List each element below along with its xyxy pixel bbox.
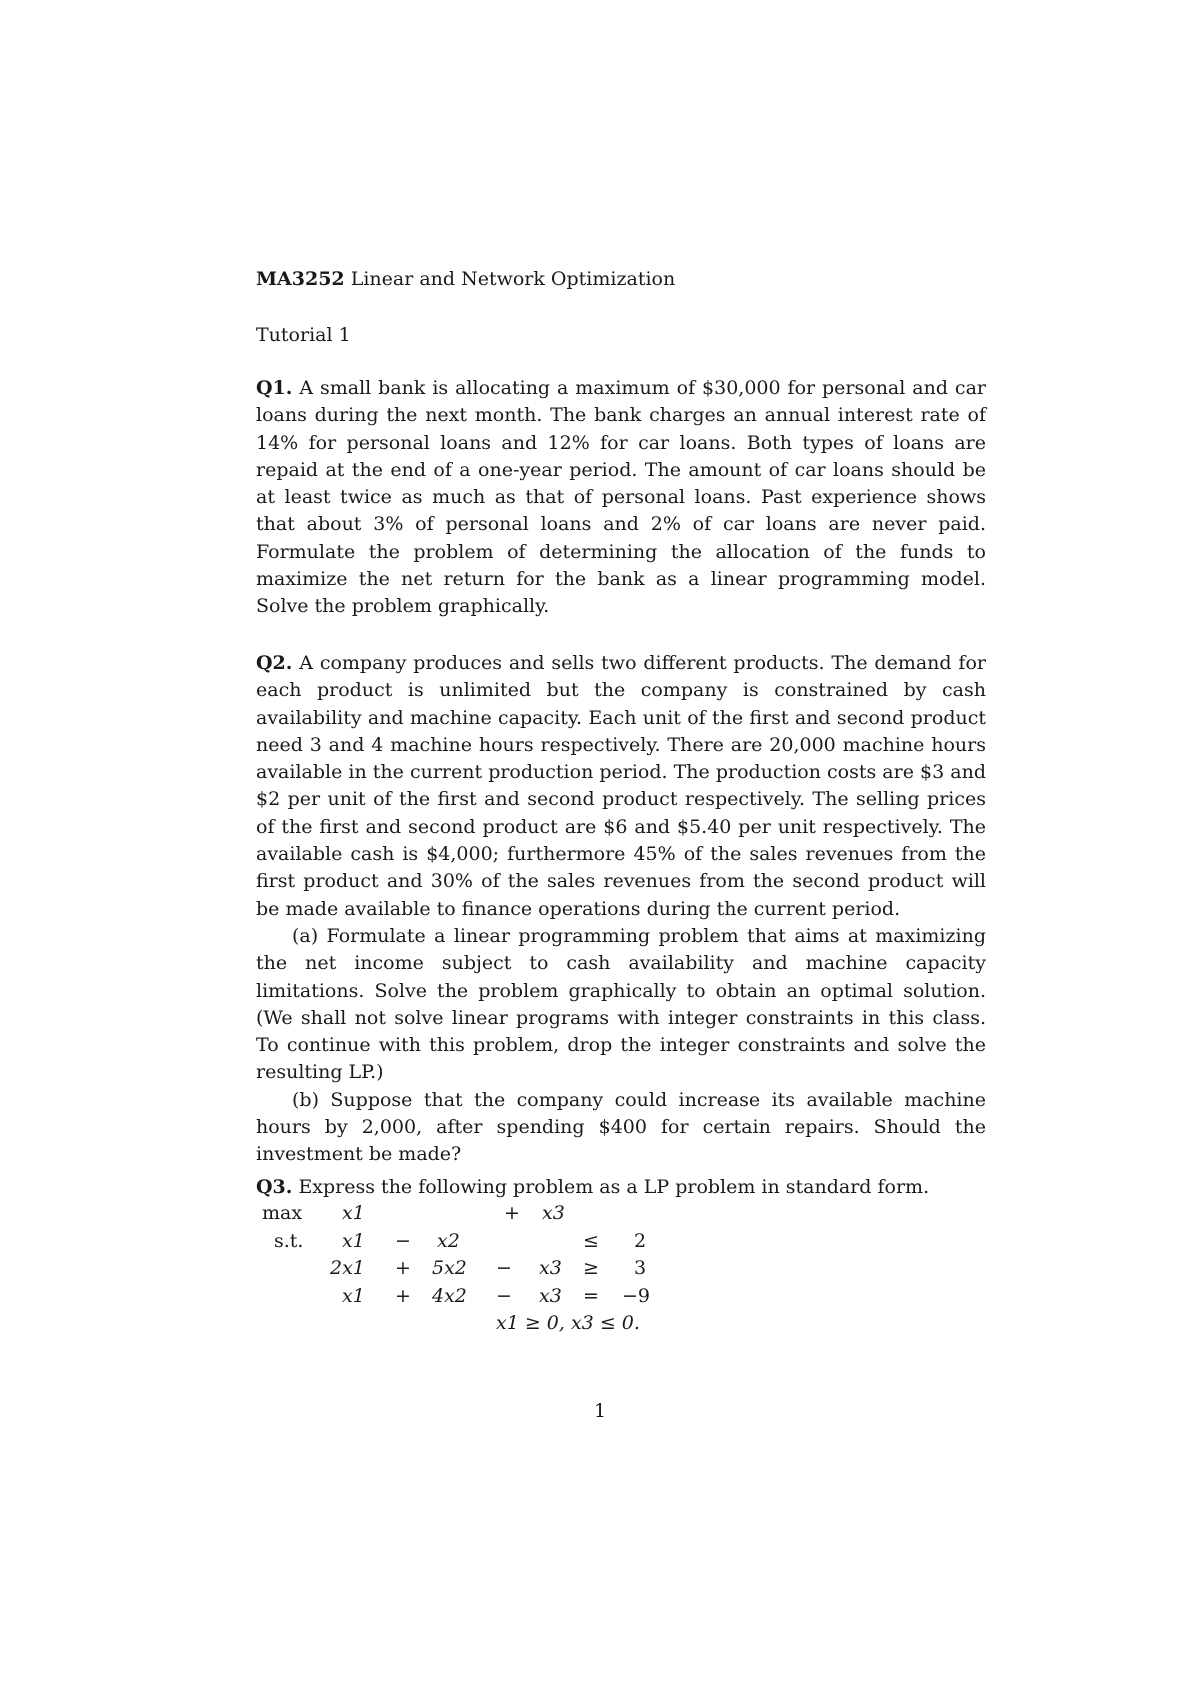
question-2-part-b: (b) Suppose that the company could increase its available machine hours by 2,000, after spending $400 for certain repairs. Should the investment be made? [256, 1088, 986, 1166]
page-number: 1 [593, 1400, 607, 1422]
question-3-body: Express the following problem as a LP problem in standard form. [298, 1176, 930, 1198]
course-code: MA3252 [256, 268, 345, 290]
lp-c1-op-1: − [395, 1229, 411, 1252]
question-2-text [256, 650, 986, 923]
question-1-text [256, 375, 986, 621]
course-heading [256, 266, 675, 292]
lp-st-label: s.t. [274, 1229, 304, 1252]
lp-c1-term-2: x2 [437, 1229, 460, 1252]
question-3 [256, 1174, 986, 1201]
lp-c3-term-3: x3 [539, 1284, 562, 1307]
lp-c1-rhs: 2 [634, 1229, 647, 1252]
question-2-body: A company produces and sells two different products. The demand for each product is unlimited but the company is constrained by cash availability and machine capacity. Each unit of the first and second product need 3 and 4 machine hours respectively. There are 20,000 machine hours available in the current production period. The production costs are $3 and $2 per unit of the first and second product respectively. The selling prices of the first and second product are $6 and $5.40 per unit respectively. The available cash is $4,000; furthermore 45% of the sales revenues from the first product and 30% of the sales revenues from the second product will be made available to finance operations during the current period. [256, 652, 986, 920]
lp-c3-rhs: −9 [622, 1284, 651, 1307]
question-2 [256, 650, 986, 1169]
question-3-label: Q3. [256, 1176, 293, 1198]
lp-c3-op-2: − [496, 1284, 512, 1307]
lp-c3-term-2: 4x2 [432, 1284, 467, 1307]
lp-c2-term-3: x3 [539, 1257, 562, 1279]
lp-c3-relation: = [583, 1284, 599, 1307]
lp-c2-op-2: − [496, 1257, 512, 1279]
question-3-text [256, 1174, 986, 1201]
lp-c1-relation: ≤ [583, 1229, 599, 1252]
lp-c3-term-1: x1 [342, 1284, 365, 1307]
lp-c2-relation: ≥ [583, 1257, 599, 1279]
lp-c2-op-1: + [395, 1257, 411, 1279]
lp-c2-term-2: 5x2 [432, 1257, 467, 1279]
lp-c1-term-1: x1 [342, 1229, 365, 1252]
lp-obj-term-1: x1 [342, 1202, 365, 1224]
question-2-part-a: (a) Formulate a linear programming problem that aims at maximizing the net income subject to cash availability and machine capacity limitations. Solve the problem graphically to obtain an optimal solution. (We shall not solve linear programs with integer constraints in this class. To continue with this problem, drop the integer constraints and solve the resulting LP.) [256, 924, 986, 1084]
lp-obj-term-3: x3 [542, 1202, 565, 1224]
lp-c2-term-1: 2x1 [330, 1257, 365, 1279]
lp-c2-rhs: 3 [634, 1257, 647, 1279]
question-1-label: Q1. [256, 377, 293, 399]
lp-max-label: max [262, 1202, 303, 1224]
lp-obj-op: + [504, 1202, 520, 1224]
lp-sign-text: x1 ≥ 0, x3 ≤ 0. [496, 1312, 640, 1334]
lp-c3-op-1: + [395, 1284, 411, 1307]
tutorial-heading: Tutorial 1 [256, 324, 351, 346]
question-1 [256, 375, 986, 621]
question-2-label: Q2. [256, 652, 293, 674]
question-1-body: A small bank is allocating a maximum of $30,000 for personal and car loans during the next month. The bank charges an annual interest rate of 14% for personal loans and 12% for car loans. Both types of loans are repaid at the end of a one-year period. The amount of car loans should be at least twice as much as that of personal loans. Past experience shows that about 3% of personal loans and 2% of car loans are never paid. Formulate the problem of determining the allocation of the funds to maximize the net return for the bank as a linear programming model. Solve the problem graphically. [256, 377, 986, 618]
course-title: Linear and Network Optimization [350, 268, 676, 290]
